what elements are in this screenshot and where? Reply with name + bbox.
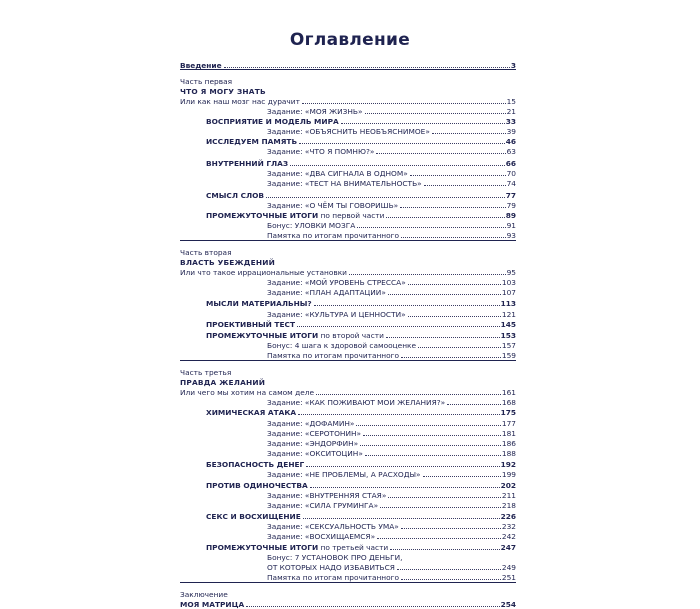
toc-entry [267,531,516,541]
toc-entry-label: Часть вторая [180,248,232,257]
dot-leader [386,337,500,338]
toc-page-number: 247 [500,543,516,552]
toc-entry [180,86,516,96]
toc-entry-label: ЧТО Я МОГУ ЗНАТЬ [180,87,266,96]
dot-leader [290,165,505,166]
toc-page-number: 168 [501,398,516,407]
toc-entry [267,178,516,188]
dot-leader [400,207,505,208]
toc-entry-label: Задание: «КУЛЬТУРА И ЦЕННОСТИ» [267,310,406,319]
toc-entry-label: ИССЛЕДУЕМ ПАМЯТЬ [206,137,298,146]
toc-entry [180,367,516,377]
toc-entry [180,257,516,267]
toc-page-number: 107 [501,288,516,297]
toc-page-number: 113 [500,299,516,308]
toc-entry-label: ПРОМЕЖУТОЧНЫЕ ИТОГИ [206,211,319,220]
dot-leader [390,549,499,550]
toc-page-number: 192 [500,460,516,469]
toc-entry-label: Задание: «НЕ ПРОБЛЕМЫ, А РАСХОДЫ» [267,470,421,479]
toc-page-number: 21 [506,107,516,116]
toc-page-number: 77 [505,191,516,200]
toc-page-number: 249 [501,563,516,572]
toc-entry [206,116,516,126]
toc-page-number: 70 [506,169,516,178]
dot-leader [377,538,501,539]
toc-entry-label: Задание: «О ЧЁМ ТЫ ГОВОРИШЬ» [267,201,399,210]
toc-entry-label: Задание: «МОЯ ЖИЗНЬ» [267,107,363,116]
toc-entry-label: ВОСПРИЯТИЕ И МОДЕЛЬ МИРА [206,117,339,126]
toc-entry-label: Задание: «ЧТО Я ПОМНЮ?» [267,147,375,156]
dot-leader [316,394,501,395]
toc-page-number: 161 [501,388,516,397]
toc-entry [180,387,516,397]
toc-page-number: 188 [501,449,516,458]
dot-leader [224,67,510,68]
toc-entry-label: Задание: «ДОФАМИН» [267,419,355,428]
toc-entry [206,190,516,200]
toc-entry [267,277,516,287]
toc-page-number: 121 [501,310,516,319]
dot-leader [360,445,501,446]
toc-entry-label: Задание: «СИЛА ГРУМИНГА» [267,501,379,510]
toc-page-number: 211 [501,491,516,500]
dot-leader [302,103,506,104]
toc-entry [206,210,516,220]
toc-entry-label: ПРАВДА ЖЕЛАНИЙ [180,378,266,387]
dot-leader [401,579,501,580]
dot-leader [410,175,506,176]
toc-page-number: 39 [506,127,516,136]
toc-entry-label: ПРОТИВ ОДИНОЧЕСТВА [206,481,308,490]
toc-entry-label: Задание: «ТЕСТ НА ВНИМАТЕЛЬНОСТЬ» [267,179,422,188]
toc-entry [267,572,516,582]
toc-entry-suffix: по второй части [318,331,384,340]
toc-entry-label: Памятка по итогам прочитанного [267,351,400,360]
toc-entry [206,136,516,146]
toc-entry-label: СЕКС И ВОСХИЩЕНИЕ [206,512,301,521]
dot-leader [349,274,506,275]
toc-entry-label: Задание: «ОБЪЯСНИТЬ НЕОБЪЯСНИМОЕ» [267,127,430,136]
toc-entry-suffix: по первой части [318,211,385,220]
toc-page-number: 74 [506,179,516,188]
toc-entry-label: ВЛАСТЬ УБЕЖДЕНИЙ [180,258,275,267]
toc-entry-label: ПРОМЕЖУТОЧНЫЕ ИТОГИ [206,543,319,552]
toc-entry [267,448,516,458]
dot-leader [388,497,501,498]
toc-page-number: 91 [506,221,516,230]
toc-entry-label: Задание: «ОКСИТОЦИН» [267,449,363,458]
toc-entry-label: Задание: «ДВА СИГНАЛА В ОДНОМ» [267,169,408,178]
toc-entry-label: Или чего мы хотим на самом деле [180,388,315,397]
dot-leader [365,455,501,456]
toc-page-number: 251 [501,573,516,582]
dot-leader [303,518,500,519]
toc-entry [267,230,516,240]
dot-leader [386,217,504,218]
toc-entry-label: ОТ КОТОРЫХ НАДО ИЗБАВИТЬСЯ [267,563,395,572]
toc-entry [267,428,516,438]
toc-entry [180,599,516,609]
toc-entry [267,562,516,572]
page-title: Оглавление [289,30,411,50]
toc-entry-label: БЕЗОПАСНОСТЬ ДЕНЕГ [206,460,305,469]
toc-page-number: 199 [501,470,516,479]
toc-entry-label: Задание: «СЕКСУАЛЬНОСТЬ УМА» [267,522,399,531]
dot-leader [423,476,501,477]
toc-entry [267,500,516,510]
toc-entry-label: Памятка по итогам прочитанного [267,231,400,240]
toc-entry [180,76,516,86]
toc-entry [267,490,516,500]
toc-entry [267,350,516,360]
dot-leader [297,326,500,327]
toc-entry-label: Задание: «МОЙ УРОВЕНЬ СТРЕССА» [267,278,406,287]
toc-entry [206,330,516,340]
toc-entry-label: Или что такое иррациональные установки [180,268,347,277]
toc-entry-label: Введение [180,61,222,70]
toc-page-number: 232 [501,522,516,531]
toc-entry-label: МЫСЛИ МАТЕРИАЛЬНЫ? [206,299,312,308]
toc-entry [267,200,516,210]
dot-leader [380,507,501,508]
dot-leader [401,528,501,529]
toc-page-number: 3 [510,61,516,70]
toc-entry [206,542,516,552]
toc-entry-label: Бонус: 4 шага к здоровой самооценке [267,341,417,350]
toc-entry [206,459,516,469]
toc-entry [267,397,516,407]
toc-page-number: 15 [506,97,516,106]
dot-leader [310,487,500,488]
dot-leader [401,237,506,238]
toc-entry [267,126,516,136]
dot-leader [341,123,505,124]
toc-entry-label: Часть первая [180,77,233,86]
toc-entry [267,220,516,230]
toc-page-number: 175 [500,408,516,417]
toc-page-number: 95 [506,268,516,277]
toc-page-number: 181 [501,429,516,438]
toc-entry [180,589,516,599]
toc-entry-label: Задание: «КАК ПОЖИВАЮТ МОИ ЖЕЛАНИЯ?» [267,398,446,407]
toc-entry [267,438,516,448]
toc-entry-label: Задание: «ВОСХИЩАЕМСЯ» [267,532,376,541]
toc-entry [206,158,516,168]
toc-page-number: 242 [501,532,516,541]
dot-leader [365,113,506,114]
toc-entry-label: Задание: «ЭНДОРФИН» [267,439,359,448]
toc-entry-label: Задание: «ПЛАН АДАПТАЦИИ» [267,288,386,297]
toc-page-number: 63 [506,147,516,156]
dot-leader [357,227,505,228]
toc-page-number: 79 [506,201,516,210]
toc-entry [206,480,516,490]
section-separator [180,240,516,241]
toc-entry [267,106,516,116]
toc-entry [180,377,516,387]
toc-page-number: 33 [505,117,516,126]
toc-entry [180,96,516,106]
section-separator [180,582,516,583]
dot-leader [363,435,501,436]
toc-page-number: 103 [501,278,516,287]
toc-entry-label: МОЯ МАТРИЦА [180,600,245,609]
toc-entry-label: ПРОЕКТИВНЫЙ ТЕСТ [206,320,295,329]
dot-leader [376,153,505,154]
dot-leader [314,305,500,306]
toc-entry [267,521,516,531]
dot-leader [298,414,499,415]
toc-entry [267,309,516,319]
toc-entry [267,418,516,428]
toc-entry-label: Памятка по итогам прочитанного [267,573,400,582]
toc-page-number: 159 [501,351,516,360]
toc-entry [206,407,516,417]
toc-entry-label: Задание: «ВНУТРЕННЯЯ СТАЯ» [267,491,387,500]
toc-entry [267,469,516,479]
toc-page-number: 157 [501,341,516,350]
dot-leader [408,316,501,317]
dot-leader [408,284,501,285]
toc-page-number: 89 [505,211,516,220]
toc-entry [267,552,516,562]
toc-entry-label: ПРОМЕЖУТОЧНЫЕ ИТОГИ [206,331,319,340]
toc-entry [267,340,516,350]
toc-page-number: 145 [500,320,516,329]
dot-leader [418,347,501,348]
toc-page-number: 66 [505,159,516,168]
dot-leader [356,425,500,426]
toc-entry-label: Бонус: 7 УСТАНОВОК ПРО ДЕНЬГИ, [267,553,403,562]
dot-leader [306,466,499,467]
toc-page-number: 254 [500,600,516,609]
toc-entry-label: Часть третья [180,368,232,377]
toc-entry [267,287,516,297]
dot-leader [388,294,501,295]
toc-entry-label: ХИМИЧЕСКАЯ АТАКА [206,408,297,417]
dot-leader [397,569,501,570]
toc-entry [180,267,516,277]
toc-page-number: 202 [500,481,516,490]
toc-page-number: 186 [501,439,516,448]
toc-entry-label: Задание: «СЕРОТОНИН» [267,429,362,438]
toc-entry [206,298,516,308]
toc-entry [267,168,516,178]
dot-leader [447,404,501,405]
toc-entry-label: СМЫСЛ СЛОВ [206,191,265,200]
dot-leader [266,197,505,198]
toc-page-number: 93 [506,231,516,240]
dot-leader [246,606,499,607]
dot-leader [432,133,506,134]
toc-entry-label: Или как наш мозг нас дурачит [180,97,300,106]
toc-page-number: 46 [505,137,516,146]
toc-entry [206,319,516,329]
toc-entry [180,60,516,70]
toc-page-number: 153 [500,331,516,340]
toc-entry-suffix: по третьей части [318,543,389,552]
toc-page-number: 226 [500,512,516,521]
section-separator [180,360,516,361]
dot-leader [424,185,506,186]
toc-entry-label: Заключение [180,590,228,599]
dot-leader [299,143,505,144]
dot-leader [401,357,501,358]
toc-entry [180,247,516,257]
toc-entry-label: Бонус: УЛОВКИ МОЗГА [267,221,356,230]
toc-entry [267,146,516,156]
toc-page-number: 177 [501,419,516,428]
toc-entry [206,511,516,521]
toc-entry-label: ВНУТРЕННИЙ ГЛАЗ [206,159,289,168]
toc-page-number: 218 [501,501,516,510]
